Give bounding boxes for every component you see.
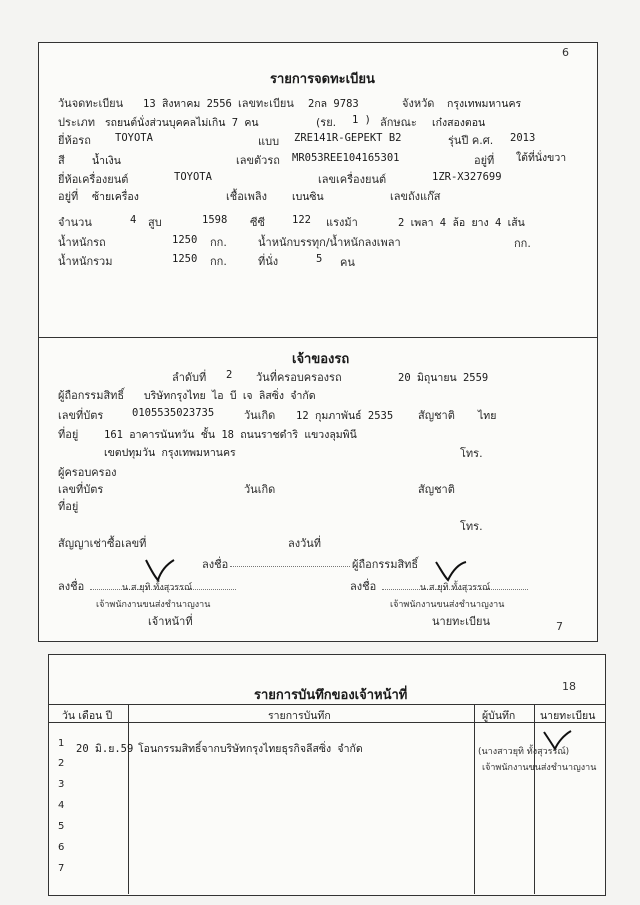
sheet-divider [38, 337, 598, 338]
order-label: ลำดับที่ [172, 371, 207, 384]
style-label: ลักษณะ [380, 116, 417, 129]
nationality-label: สัญชาติ [418, 409, 455, 422]
load-unit: กก. [514, 237, 531, 250]
sign-right-title: นายทะเบียน [432, 615, 491, 628]
col-header-entry: รายการบันทึก [268, 710, 331, 722]
fuel-value: เบนซิน [292, 191, 324, 203]
birth-label: วันเกิด [244, 409, 276, 422]
hp-value: 122 [292, 214, 311, 226]
page-number-mid: 7 [556, 620, 563, 633]
id-label: เลขที่บัตร [58, 409, 104, 422]
possession-date-value: 20 มิถุนายน 2559 [398, 372, 489, 384]
sign-left-label: ลงชื่อ [58, 580, 85, 593]
birth-value: 12 กุมภาพันธ์ 2535 [296, 410, 394, 422]
cylinder-unit: สูบ [148, 216, 162, 229]
col-header-registrar: นายทะเบียน [540, 710, 596, 722]
brand-label: ยี่ห้อรถ [58, 134, 91, 147]
engine-no-value: 1ZR-X327699 [432, 171, 502, 183]
col-header-recorder: ผู้บันทึก [482, 710, 516, 722]
year-value: 2013 [510, 132, 536, 144]
hire-date-label: ลงวันที่ [288, 537, 322, 550]
possessor-label: ผู้ครอบครอง [58, 466, 117, 479]
nationality-value: ไทย [478, 410, 497, 422]
sign-right-name: น.ส.ยุทิ ทั้งสุวรรณ์ [420, 583, 491, 593]
engine-brand-value: TOYOTA [174, 171, 212, 183]
reg-date-label: วันจดทะเบียน [58, 97, 124, 110]
cylinder-value: 4 [130, 214, 137, 226]
sign-left-title: เจ้าหน้าที่ [148, 615, 193, 628]
gross-value: 1250 [172, 253, 198, 265]
record-sign-name: (นางสาวยุทิ ทั้งสุวรรณ์) [478, 747, 570, 757]
id-value: 0105535023735 [132, 407, 215, 419]
rys-value: 1 ) [352, 114, 371, 126]
fuel-label: เชื้อเพลิง [226, 190, 267, 203]
address2-label: ที่อยู่ [58, 500, 79, 513]
seats-unit: คน [340, 256, 355, 269]
color-value: น้ำเงิน [92, 155, 121, 167]
hp-unit: แรงม้า [326, 216, 358, 229]
sign-right-label: ลงชื่อ [350, 580, 377, 593]
weight-label: น้ำหนักรถ [58, 236, 106, 249]
row-6-num: 6 [58, 842, 65, 853]
address-line-1: 161 อาคารนันทวัน ชั้น 18 ถนนราชดำริ แขวงลุมพินี [104, 429, 357, 441]
gross-label: น้ำหนักรวม [58, 255, 113, 268]
col-divider-1 [128, 704, 129, 894]
record-sign-title: เจ้าพนักงานขนส่งชำนาญงาน [482, 763, 597, 773]
model-label: แบบ [258, 135, 280, 148]
type-label: ประเภท [58, 116, 96, 129]
sign-name-label: ลงชื่อ [202, 558, 229, 571]
chassis-value: MR053REE104165301 [292, 152, 400, 164]
year-label: รุ่นปี ค.ศ. [448, 134, 494, 147]
brand-value: TOYOTA [115, 132, 153, 144]
chassis-loc-value: ใต้ที่นั่งขวา [516, 152, 567, 164]
address-line-2: เขตปทุมวัน กรุงเทพมหานคร [104, 447, 236, 459]
records-title: รายการบันทึกของเจ้าหน้าที่ [254, 688, 408, 703]
model-value: ZRE141R-GEPEKT B2 [294, 132, 402, 144]
row-1-date: 20 มิ.ย.59 [76, 743, 134, 755]
color-label: สี [58, 154, 65, 167]
page-number-top: 6 [562, 46, 569, 59]
order-value: 2 [226, 369, 233, 381]
page-number-bottom: 18 [562, 680, 576, 693]
plate-value: 2กล 9783 [308, 98, 359, 110]
row-3-num: 3 [58, 779, 65, 790]
sign-holder-label: ผู้ถือกรรมสิทธิ์ [352, 558, 419, 571]
holder-label: ผู้ถือกรรมสิทธิ์ [58, 389, 125, 402]
row-5-num: 5 [58, 821, 65, 832]
cc-unit: ซีซี [250, 216, 265, 229]
row-1-entry: โอนกรรมสิทธิ์จากบริษัทกรุงไทยธุรกิจลีสซิ่ง จำกัด [138, 743, 363, 755]
rys-label: (รย. [316, 116, 337, 129]
nationality2-label: สัญชาติ [418, 483, 455, 496]
gross-unit: กก. [210, 255, 227, 268]
engine-no-label: เลขเครื่องยนต์ [318, 173, 387, 186]
holder-value: บริษัทกรุงไทย ไอ บี เจ ลิสซิ่ง จำกัด [144, 390, 316, 402]
col-divider-2 [474, 704, 475, 894]
load-label: น้ำหนักบรรทุก/น้ำหนักลงเพลา [258, 236, 401, 249]
engine-brand-label: ยี่ห้อเครื่องยนต์ [58, 173, 129, 186]
tank-label: เลขถังแก๊ส [390, 190, 441, 203]
seats-label: ที่นั่ง [258, 255, 279, 268]
style-value: เก๋งสองตอน [432, 117, 486, 129]
registration-title: รายการจดทะเบียน [270, 72, 375, 87]
engine-loc-label: อยู่ที่ [58, 190, 79, 203]
row-7-num: 7 [58, 863, 65, 874]
sign-line [230, 566, 350, 567]
col-header-date: วัน เดือน ปี [62, 710, 113, 722]
seats-value: 5 [316, 253, 323, 265]
row-1-num: 1 [58, 738, 65, 749]
sign-right-stamp: เจ้าพนักงานขนส่งชำนาญงาน [390, 600, 505, 610]
col-divider-3 [534, 704, 535, 894]
axles-value: 2 เพลา 4 ล้อ ยาง 4 เส้น [398, 217, 525, 229]
hire-purchase-label: สัญญาเช่าซื้อเลขที่ [58, 537, 147, 550]
id2-label: เลขที่บัตร [58, 483, 104, 496]
province-value: กรุงเทพมหานคร [447, 98, 522, 110]
weight-unit: กก. [210, 236, 227, 249]
sign-left-stamp: เจ้าพนักงานขนส่งชำนาญงาน [96, 600, 211, 610]
reg-date-value: 13 สิงหาคม 2556 [143, 98, 232, 110]
chassis-loc-label: อยู่ที่ [474, 154, 495, 167]
tel2-label: โทร. [460, 520, 483, 533]
cc-value: 1598 [202, 214, 228, 226]
weight-value: 1250 [172, 234, 198, 246]
cylinder-label: จำนวน [58, 216, 92, 229]
type-value: รถยนต์นั่งส่วนบุคคลไม่เกิน 7 คน [105, 117, 259, 129]
tel-label: โทร. [460, 447, 483, 460]
plate-label: เลขทะเบียน [238, 97, 294, 110]
address-label: ที่อยู่ [58, 428, 79, 441]
records-header-top [48, 704, 606, 705]
row-2-num: 2 [58, 758, 65, 769]
possession-date-label: วันที่ครอบครองรถ [256, 371, 342, 384]
birth2-label: วันเกิด [244, 483, 276, 496]
chassis-label: เลขตัวรถ [236, 154, 280, 167]
engine-loc-value: ซ้ายเครื่อง [92, 191, 139, 203]
province-label: จังหวัด [402, 97, 435, 110]
owner-title: เจ้าของรถ [292, 352, 350, 367]
sign-left-name: น.ส.ยุทิ ทั้งสุวรรณ์ [122, 583, 193, 593]
row-4-num: 4 [58, 800, 65, 811]
